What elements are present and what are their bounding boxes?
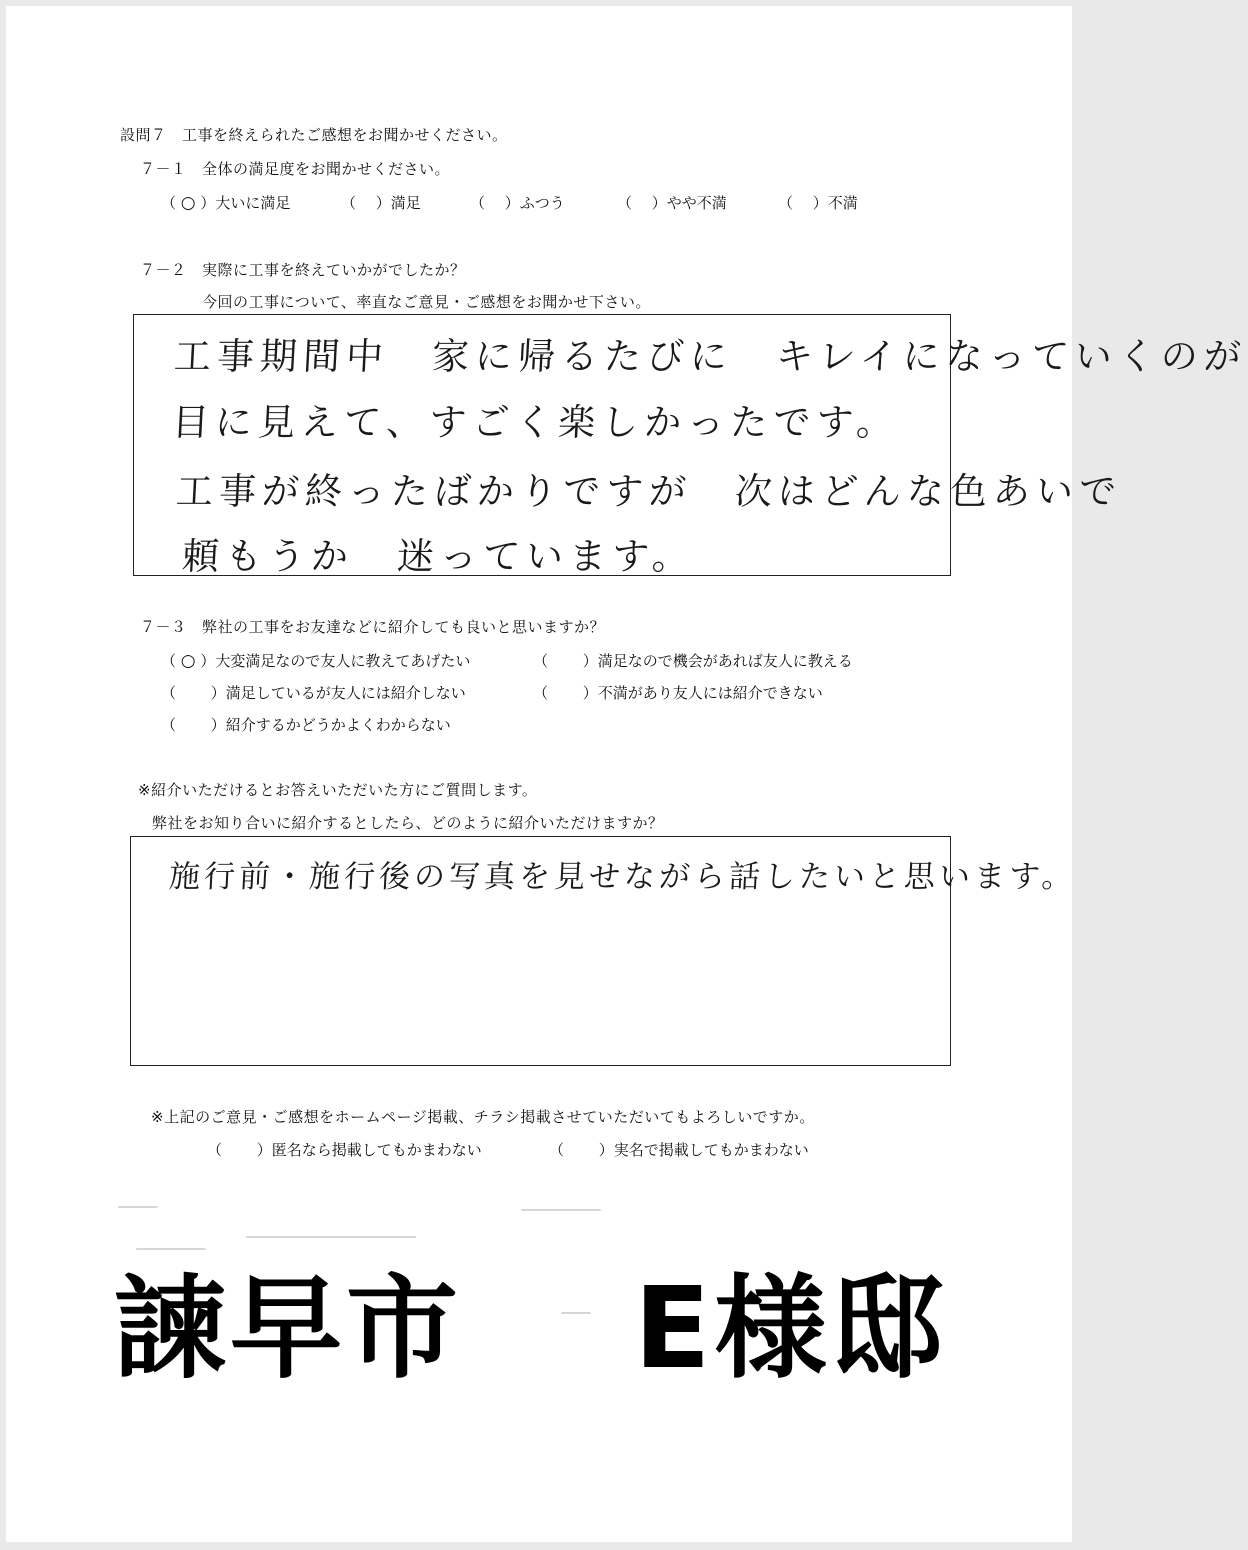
answer-box-referral[interactable] xyxy=(130,836,1078,1066)
checked-mark: ○ xyxy=(180,651,196,671)
checked-mark: ○ xyxy=(180,193,196,213)
option-very-satisfied[interactable]: （ ○ ）大いに満足 xyxy=(161,193,291,213)
handwritten-line-1: 工事期間中 家に帰るたびに キレイになっていくのが xyxy=(172,335,1248,378)
option-recommend-if-chance[interactable]: （ ）満足なので機会があれば友人に教える xyxy=(533,652,853,670)
referral-question: 弊社をお知り合いに紹介するとしたら、どのように紹介いただけますか？ xyxy=(152,814,664,832)
option-satisfied-no-referral[interactable]: （ ）満足しているが友人には紹介しない xyxy=(161,684,466,702)
survey-sheet xyxy=(6,6,1248,1542)
referral-note: ※紹介いただけるとお答えいただいた方にご質問します。 xyxy=(138,781,538,799)
caption-house: E様邸 xyxy=(634,1264,947,1394)
option-recommend-eagerly[interactable]: （ ○ ）大変満足なので友人に教えてあげたい xyxy=(161,651,471,671)
handwritten-referral-answer: 施行前・施行後の写真を見せながら話したいと思います。 xyxy=(168,859,1078,895)
question-7-2-subtitle: 今回の工事について、率直なご意見・ご感想をお聞かせ下さい。 xyxy=(202,293,651,311)
erased-trace xyxy=(136,1248,206,1250)
erased-trace xyxy=(246,1236,416,1238)
option-real-name[interactable]: （ ）実名で掲載してもかまわない xyxy=(549,1141,809,1159)
caption-city: 諫早市 xyxy=(114,1264,462,1394)
option-slightly-dissatisfied[interactable]: （ ）やや不満 xyxy=(617,194,727,212)
option-unsure[interactable]: （ ）紹介するかどうかよくわからない xyxy=(161,716,451,734)
option-satisfied[interactable]: （ ）満足 xyxy=(341,194,421,212)
erased-trace xyxy=(118,1206,158,1208)
answer-box-7-2[interactable] xyxy=(133,314,1248,578)
publish-question: ※上記のご意見・ご感想をホームページ掲載、チラシ掲載させていただいてもよろしいですか。 xyxy=(151,1108,815,1126)
handwritten-line-2: 目に見えて、すごく楽しかったです。 xyxy=(170,401,901,444)
option-neutral[interactable]: （ ）ふつう xyxy=(470,194,565,212)
option-anonymous[interactable]: （ ）匿名なら掲載してもかまわない xyxy=(207,1141,482,1159)
erased-trace xyxy=(561,1312,591,1314)
handwritten-line-3: 工事が終ったばかりですが 次はどんな色あいで xyxy=(174,470,1124,513)
option-dissatisfied[interactable]: （ ）不満 xyxy=(778,194,858,212)
question-7-title: 設問７ 工事を終えられたご感想をお聞かせください。 xyxy=(120,126,508,144)
handwritten-line-4: 頼もうか 迷っています。 xyxy=(180,535,697,578)
question-7-3-title: ７－３ 弊社の工事をお友達などに紹介しても良いと思いますか？ xyxy=(140,618,606,636)
question-7-2-title: ７－２ 実際に工事を終えていかがでしたか？ xyxy=(140,261,466,279)
erased-trace xyxy=(521,1209,601,1211)
option-dissatisfied-no-referral[interactable]: （ ）不満があり友人には紹介できない xyxy=(533,684,823,702)
question-7-1-title: ７－１ 全体の満足度をお聞かせください。 xyxy=(140,160,451,178)
